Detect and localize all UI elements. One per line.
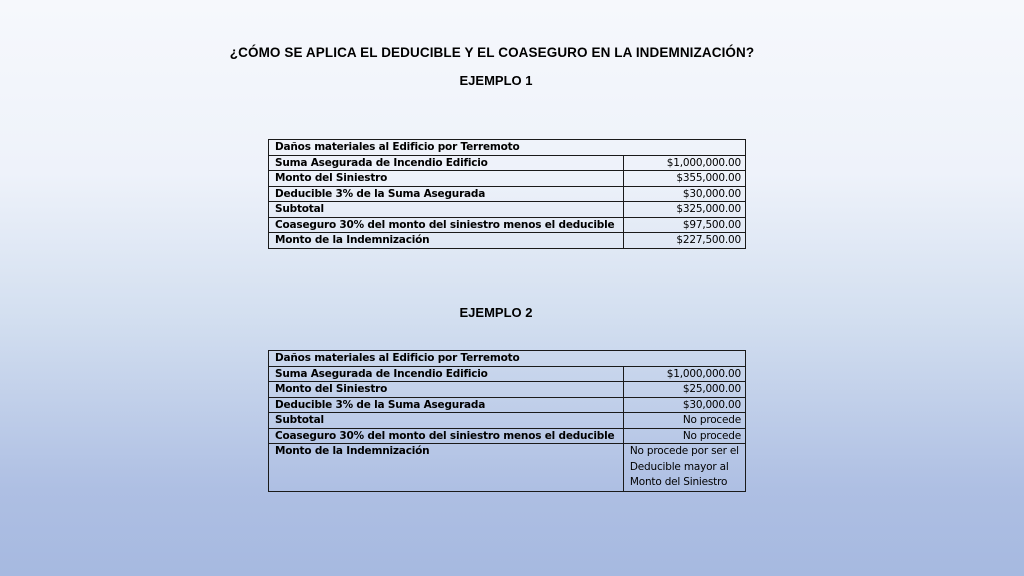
table-row (269, 186, 746, 202)
row-label: Monto de la Indemnización (269, 233, 624, 249)
row-value: $25,000.00 (623, 382, 745, 398)
table-row (269, 233, 746, 249)
table-header-row (269, 140, 746, 156)
row-label: Suma Asegurada de Incendio Edificio (269, 366, 624, 382)
row-value: $30,000.00 (623, 186, 745, 202)
row-label: Subtotal (269, 202, 624, 218)
row-value: $1,000,000.00 (623, 155, 745, 171)
table-header: Daños materiales al Edificio por Terremoto (269, 140, 746, 156)
example-1-table (268, 139, 746, 249)
table-row (269, 428, 746, 444)
table-row (269, 155, 746, 171)
row-value: $30,000.00 (623, 397, 745, 413)
row-label: Monto del Siniestro (269, 171, 624, 187)
row-label: Coaseguro 30% del monto del siniestro menos el deducible (269, 428, 624, 444)
table-row (269, 397, 746, 413)
example-2-label: EJEMPLO 2 (459, 305, 533, 320)
row-value: $97,500.00 (623, 217, 745, 233)
table-header: Daños materiales al Edificio por Terremoto (269, 351, 746, 367)
table-row (269, 171, 746, 187)
row-value: No procede (623, 413, 745, 429)
row-label: Deducible 3% de la Suma Asegurada (269, 186, 624, 202)
example-2-table (268, 350, 746, 492)
row-value: $1,000,000.00 (623, 366, 745, 382)
row-label: Coaseguro 30% del monto del siniestro menos el deducible (269, 217, 624, 233)
row-label: Monto del Siniestro (269, 382, 624, 398)
row-value: $325,000.00 (623, 202, 745, 218)
table-row (269, 444, 746, 492)
row-label: Deducible 3% de la Suma Asegurada (269, 397, 624, 413)
slide-title: ¿CÓMO SE APLICA EL DEDUCIBLE Y EL COASEGURO EN LA INDEMNIZACIÓN? (229, 45, 755, 60)
table-row (269, 366, 746, 382)
row-value: $227,500.00 (623, 233, 745, 249)
table-row (269, 217, 746, 233)
table-row (269, 382, 746, 398)
row-label: Suma Asegurada de Incendio Edificio (269, 155, 624, 171)
table-header-row (269, 351, 746, 367)
row-value: No procede (623, 428, 745, 444)
row-value: $355,000.00 (623, 171, 745, 187)
table-row (269, 413, 746, 429)
example-1-label: EJEMPLO 1 (459, 73, 533, 88)
table-row (269, 202, 746, 218)
row-value: No procede por ser el Deducible mayor al Monto del Siniestro (623, 444, 745, 492)
row-label: Monto de la Indemnización (269, 444, 624, 492)
row-label: Subtotal (269, 413, 624, 429)
